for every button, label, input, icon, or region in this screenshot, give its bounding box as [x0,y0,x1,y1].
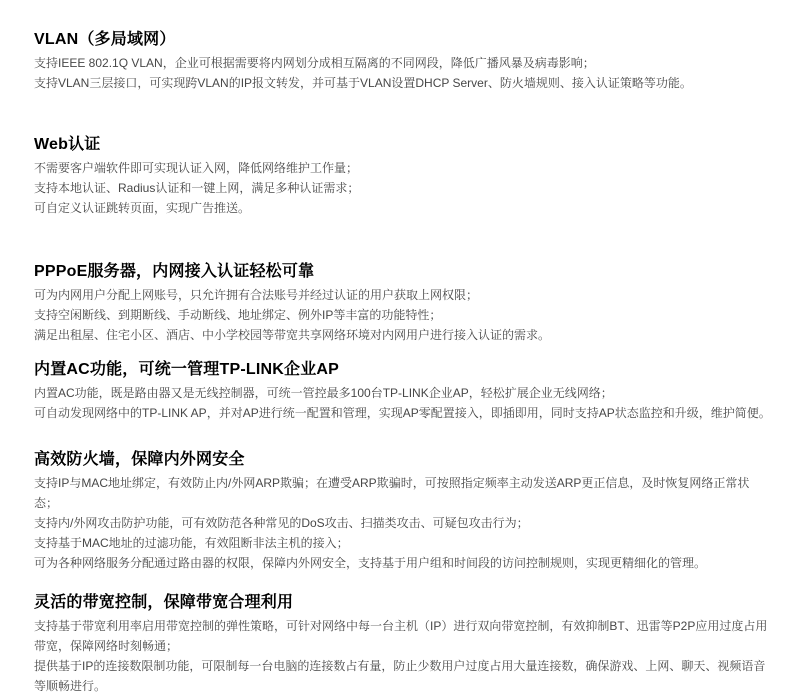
feature-line: 支持VLAN三层接口，可实现跨VLAN的IP报文转发，并可基于VLAN设置DHCP Server、防火墙规则、接入认证策略等功能。 [34,76,692,90]
feature-section-bandwidth-control [34,593,771,696]
section-title: 高效防火墙，保障内外网安全 [34,451,245,468]
feature-line: 可为各种网络服务分配通过路由器的权限，保障内外网安全，支持基于用户组和时间段的访问控制规则，实现更精细化的管理。 [34,556,707,570]
feature-section-vlan [34,30,771,93]
product-feature-page [0,30,787,696]
section-title: 灵活的带宽控制，保障带宽合理利用 [34,594,294,611]
feature-line: 内置AC功能，既是路由器又是无线控制器，可统一管控最多100台TP-LINK企业AP，轻松扩展企业无线网络； [34,386,613,400]
section-title: 内置AC功能，可统一管理TP-LINK企业AP [34,361,340,378]
feature-line: 支持基于带宽利用率启用带宽控制的弹性策略，可针对网络中每一台主机（IP）进行双向带宽控制，有效抑制BT、迅雷等P2P应用过度占用带宽，保障网络时刻畅通； [34,619,768,653]
feature-line: 支持内/外网攻击防护功能，可有效防范各种常见的DoS攻击、扫描类攻击、可疑包攻击行为； [34,516,529,530]
section-title: PPPoE服务器，内网接入认证轻松可靠 [34,263,315,280]
feature-line: 支持本地认证、Radius认证和一键上网，满足多种认证需求； [34,181,360,195]
feature-line: 满足出租屋、住宅小区、酒店、中小学校园等带宽共享网络环境对内网用户进行接入认证的需求。 [34,328,551,342]
feature-line: 支持空闲断线、到期断线、手动断线、地址绑定、例外IP等丰富的功能特性； [34,308,442,322]
feature-line: 支持IEEE 802.1Q VLAN，企业可根据需要将内网划分成相互隔离的不同网段，降低广播风暴及病毒影响； [34,56,595,70]
section-title: VLAN（多局域网） [34,31,176,48]
feature-line: 提供基于IP的连接数限制功能，可限制每一台电脑的连接数占有量，防止少数用户过度占用大量连接数，确保游戏、上网、聊天、视频语音等顺畅进行。 [34,659,766,693]
feature-section-web-auth [34,135,771,218]
feature-line: 支持基于MAC地址的过滤功能，有效阻断非法主机的接入； [34,536,349,550]
feature-section-ac-controller [34,360,771,423]
feature-line: 可自定义认证跳转页面，实现广告推送。 [34,201,251,215]
feature-line: 可自动发现网络中的TP-LINK AP，并对AP进行统一配置和管理，实现AP零配置接入，即插即用，同时支持AP状态监控和升级，维护简便。 [34,406,771,420]
feature-line: 可为内网用户分配上网账号，只允许拥有合法账号并经过认证的用户获取上网权限； [34,288,479,302]
feature-line: 不需要客户端软件即可实现认证入网，降低网络维护工作量； [34,161,359,175]
feature-line: 支持IP与MAC地址绑定，有效防止内/外网ARP欺骗；在遭受ARP欺骗时，可按照指定频率主动发送ARP更正信息，及时恢复网络正常状态； [34,476,750,510]
feature-section-pppoe-server [34,262,771,345]
section-title: Web认证 [34,136,101,153]
feature-section-firewall [34,450,771,573]
